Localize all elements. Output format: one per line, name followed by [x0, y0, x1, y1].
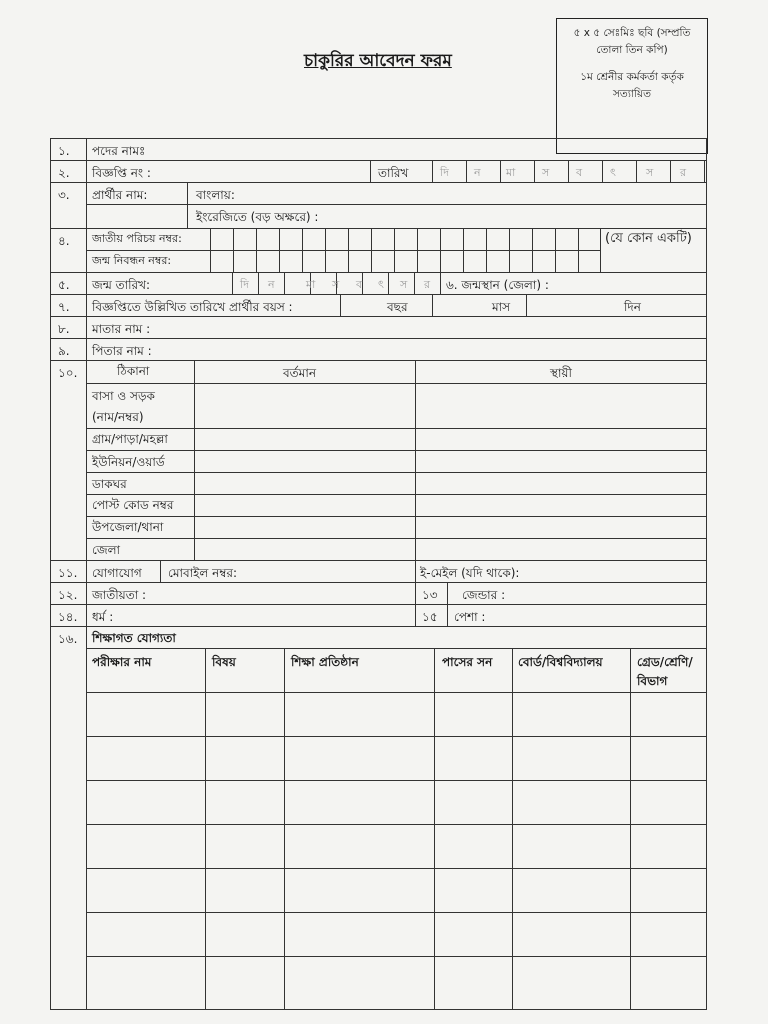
rule-line [463, 228, 464, 272]
date-box-hint: মা [306, 278, 316, 291]
rule-line [50, 560, 706, 561]
rule-line [50, 604, 706, 605]
post-name-label: পদের নামঃ [92, 144, 146, 158]
mother-name-label: মাতার নাম : [92, 322, 151, 336]
rule-line [86, 956, 706, 957]
circular-number-label: বিজ্ঞপ্তি নং : [92, 166, 151, 180]
row-number: ৫. [58, 278, 70, 292]
rule-line [86, 648, 706, 649]
rule-line [86, 494, 706, 495]
rule-line [232, 272, 233, 294]
rule-line [50, 228, 706, 229]
rule-line [325, 228, 326, 272]
rule-line [187, 182, 188, 228]
rule-line [50, 582, 706, 583]
education-label: শিক্ষাগত যোগ্যতা [92, 631, 176, 645]
rule-line [706, 138, 707, 1010]
rule-line [578, 228, 579, 272]
rule-line [394, 228, 395, 272]
birthplace-label: ৬. জন্মস্থান (জেলা) : [446, 278, 549, 292]
age-label: বিজ্ঞপ্তিতে উল্লিখিত তারিখে প্রার্থীর বয়স : [92, 300, 293, 314]
age-year-label: বছর [387, 300, 408, 314]
date-box-hint: ন [268, 278, 275, 291]
date-box-hint: দি [240, 278, 249, 291]
father-name-label: পিতার নাম : [92, 344, 152, 358]
rule-line [86, 450, 706, 451]
address-field-label: গ্রাম/পাড়া/মহল্লা [92, 432, 168, 446]
date-box-hint: দি [440, 166, 449, 179]
row-number: ২. [58, 166, 70, 180]
rule-line [534, 160, 535, 182]
address-field-label: ডাকঘর [92, 477, 127, 491]
age-month-label: মাস [492, 300, 511, 314]
rule-line [670, 160, 671, 182]
rule-line [210, 228, 211, 272]
mobile-label: মোবাইল নম্বর: [168, 566, 238, 580]
education-col-subject: বিষয় [212, 655, 236, 669]
rule-line [50, 160, 706, 161]
date-box-hint: ব [356, 278, 363, 291]
row-number: ১৬. [58, 632, 78, 646]
date-box-hint: ৎ [378, 278, 384, 291]
rule-line [86, 472, 706, 473]
permanent-address-header: স্থায়ী [550, 366, 572, 380]
name-bangla-label: বাংলায়: [196, 188, 235, 202]
row-number: ১৫ [422, 610, 438, 624]
education-col-pass-year: পাসের সন [442, 655, 493, 669]
rule-line [50, 182, 706, 183]
rule-line [86, 538, 706, 539]
row-number: ১৩ [422, 588, 438, 602]
education-col-institute: শিক্ষা প্রতিষ্ঠান [291, 655, 359, 669]
date-box-hint: স [332, 278, 340, 291]
rule-line [86, 824, 706, 825]
rule-line [630, 648, 631, 1010]
applicant-name-label: প্রার্থীর নাম: [92, 188, 148, 202]
rule-line [160, 560, 161, 582]
rule-line [50, 316, 706, 317]
rule-line [50, 272, 706, 273]
rule-line [370, 160, 371, 182]
rule-line [440, 228, 441, 272]
present-address-header: বর্তমান [283, 366, 316, 380]
rule-line [50, 138, 51, 1010]
rule-line [434, 648, 435, 1010]
birth-date-label: জন্ম তারিখ: [92, 278, 151, 292]
rule-line [86, 692, 706, 693]
rule-line [50, 1009, 706, 1010]
row-number: ৩. [58, 188, 70, 202]
rule-line [466, 160, 467, 182]
rule-line [704, 160, 705, 182]
any-one-note: (যে কোন একটি) [605, 231, 692, 246]
rule-line [86, 868, 706, 869]
rule-line [50, 338, 706, 339]
rule-line [86, 736, 706, 737]
rule-line [440, 272, 441, 294]
rule-line [388, 272, 389, 294]
rule-line [415, 360, 416, 560]
rule-line [258, 272, 259, 294]
rule-line [86, 912, 706, 913]
photo-instruction: ৫ x ৫ সেঃমিঃ ছবি (সম্প্রতি [573, 27, 691, 39]
row-number: ৪. [58, 234, 70, 248]
education-col-grade: গ্রেড/শ্রেণি/ [637, 655, 693, 669]
rule-line [86, 138, 87, 1010]
date-box-hint: র [680, 166, 687, 179]
row-number: ১১. [58, 566, 78, 580]
rule-line [256, 228, 257, 272]
rule-line [568, 160, 569, 182]
profession-label: পেশা : [454, 610, 486, 624]
rule-line [50, 294, 706, 295]
date-box-hint: স [646, 166, 654, 179]
rule-line [414, 272, 415, 294]
rule-line [532, 228, 533, 272]
photo-box [556, 18, 708, 154]
photo-instruction: তোলা তিন কপি) [596, 44, 668, 56]
rule-line [233, 228, 234, 272]
birth-registration-label: জন্ম নিবন্ধন নম্বর: [92, 254, 172, 267]
education-col-board: বোর্ড/বিশ্ববিদ্যালয় [518, 655, 603, 669]
form-title: চাকুরির আবেদন ফরম [304, 51, 452, 71]
age-day-label: দিন [624, 300, 641, 314]
rule-line [636, 160, 637, 182]
contact-label: যোগাযোগ [92, 566, 142, 580]
date-box-hint: স [542, 166, 550, 179]
address-field-label: বাসা ও সড়ক [92, 389, 155, 403]
rule-line [86, 428, 706, 429]
address-field-label: জেলা [92, 543, 121, 557]
education-col-division: বিভাগ [637, 674, 668, 688]
rule-line [486, 228, 487, 272]
date-box-hint: ব [576, 166, 583, 179]
date-box-hint: ন [474, 166, 481, 179]
rule-line [284, 272, 285, 294]
email-label: ই-মেইল (যদি থাকে): [420, 566, 520, 580]
attestation-note: সত্যায়িত [613, 88, 651, 100]
rule-line [512, 648, 513, 1010]
rule-line [509, 228, 510, 272]
row-number: ১. [58, 144, 70, 158]
rule-line [602, 160, 603, 182]
religion-label: ধর্ম : [92, 610, 114, 624]
nationality-label: জাতীয়তা : [92, 588, 147, 602]
circular-date-label: তারিখ [378, 166, 409, 180]
rule-line [86, 780, 706, 781]
rule-line [371, 228, 372, 272]
rule-line [284, 648, 285, 1010]
attestation-note: ১ম শ্রেনীর কর্মকর্তা কর্তৃক [580, 71, 684, 83]
address-label: ঠিকানা [117, 364, 150, 378]
rule-line [50, 360, 706, 361]
gender-label: জেন্ডার : [462, 588, 506, 602]
rule-line [279, 228, 280, 272]
date-box-hint: র [424, 278, 431, 291]
row-number: ১৪. [58, 610, 78, 624]
row-number: ৯. [58, 344, 70, 358]
row-number: ১০. [58, 366, 78, 380]
education-col-exam: পরীক্ষার নাম [92, 655, 152, 669]
rule-line [86, 204, 706, 205]
rule-line [348, 228, 349, 272]
rule-line [600, 228, 601, 272]
address-field-label: উপজেলা/থানা [92, 520, 164, 534]
row-number: ৭. [58, 300, 70, 314]
rule-line [500, 160, 501, 182]
rule-line [555, 228, 556, 272]
address-field-label: (নাম/নম্বর) [92, 410, 144, 424]
rule-line [415, 560, 416, 626]
rule-line [526, 294, 527, 316]
rule-line [86, 383, 706, 384]
rule-line [50, 138, 706, 139]
rule-line [194, 360, 195, 560]
rule-line [86, 250, 600, 251]
rule-line [50, 626, 706, 627]
rule-line [432, 160, 433, 182]
rule-line [362, 272, 363, 294]
rule-line [432, 294, 433, 316]
rule-line [447, 582, 448, 626]
row-number: ৮. [58, 322, 70, 336]
rule-line [205, 648, 206, 1010]
name-english-label: ইংরেজিতে (বড় অক্ষরে) : [196, 210, 319, 224]
rule-line [340, 294, 341, 316]
date-box-hint: স [400, 278, 408, 291]
rule-line [86, 516, 706, 517]
address-field-label: পোস্ট কোড নম্বর [92, 498, 174, 512]
nid-label: জাতীয় পরিচয় নম্বর: [92, 232, 182, 245]
rule-line [302, 228, 303, 272]
address-field-label: ইউনিয়ন/ওয়ার্ড [92, 455, 165, 469]
date-box-hint: ৎ [610, 166, 616, 179]
date-box-hint: মা [506, 166, 516, 179]
row-number: ১২. [58, 588, 78, 602]
rule-line [417, 228, 418, 272]
